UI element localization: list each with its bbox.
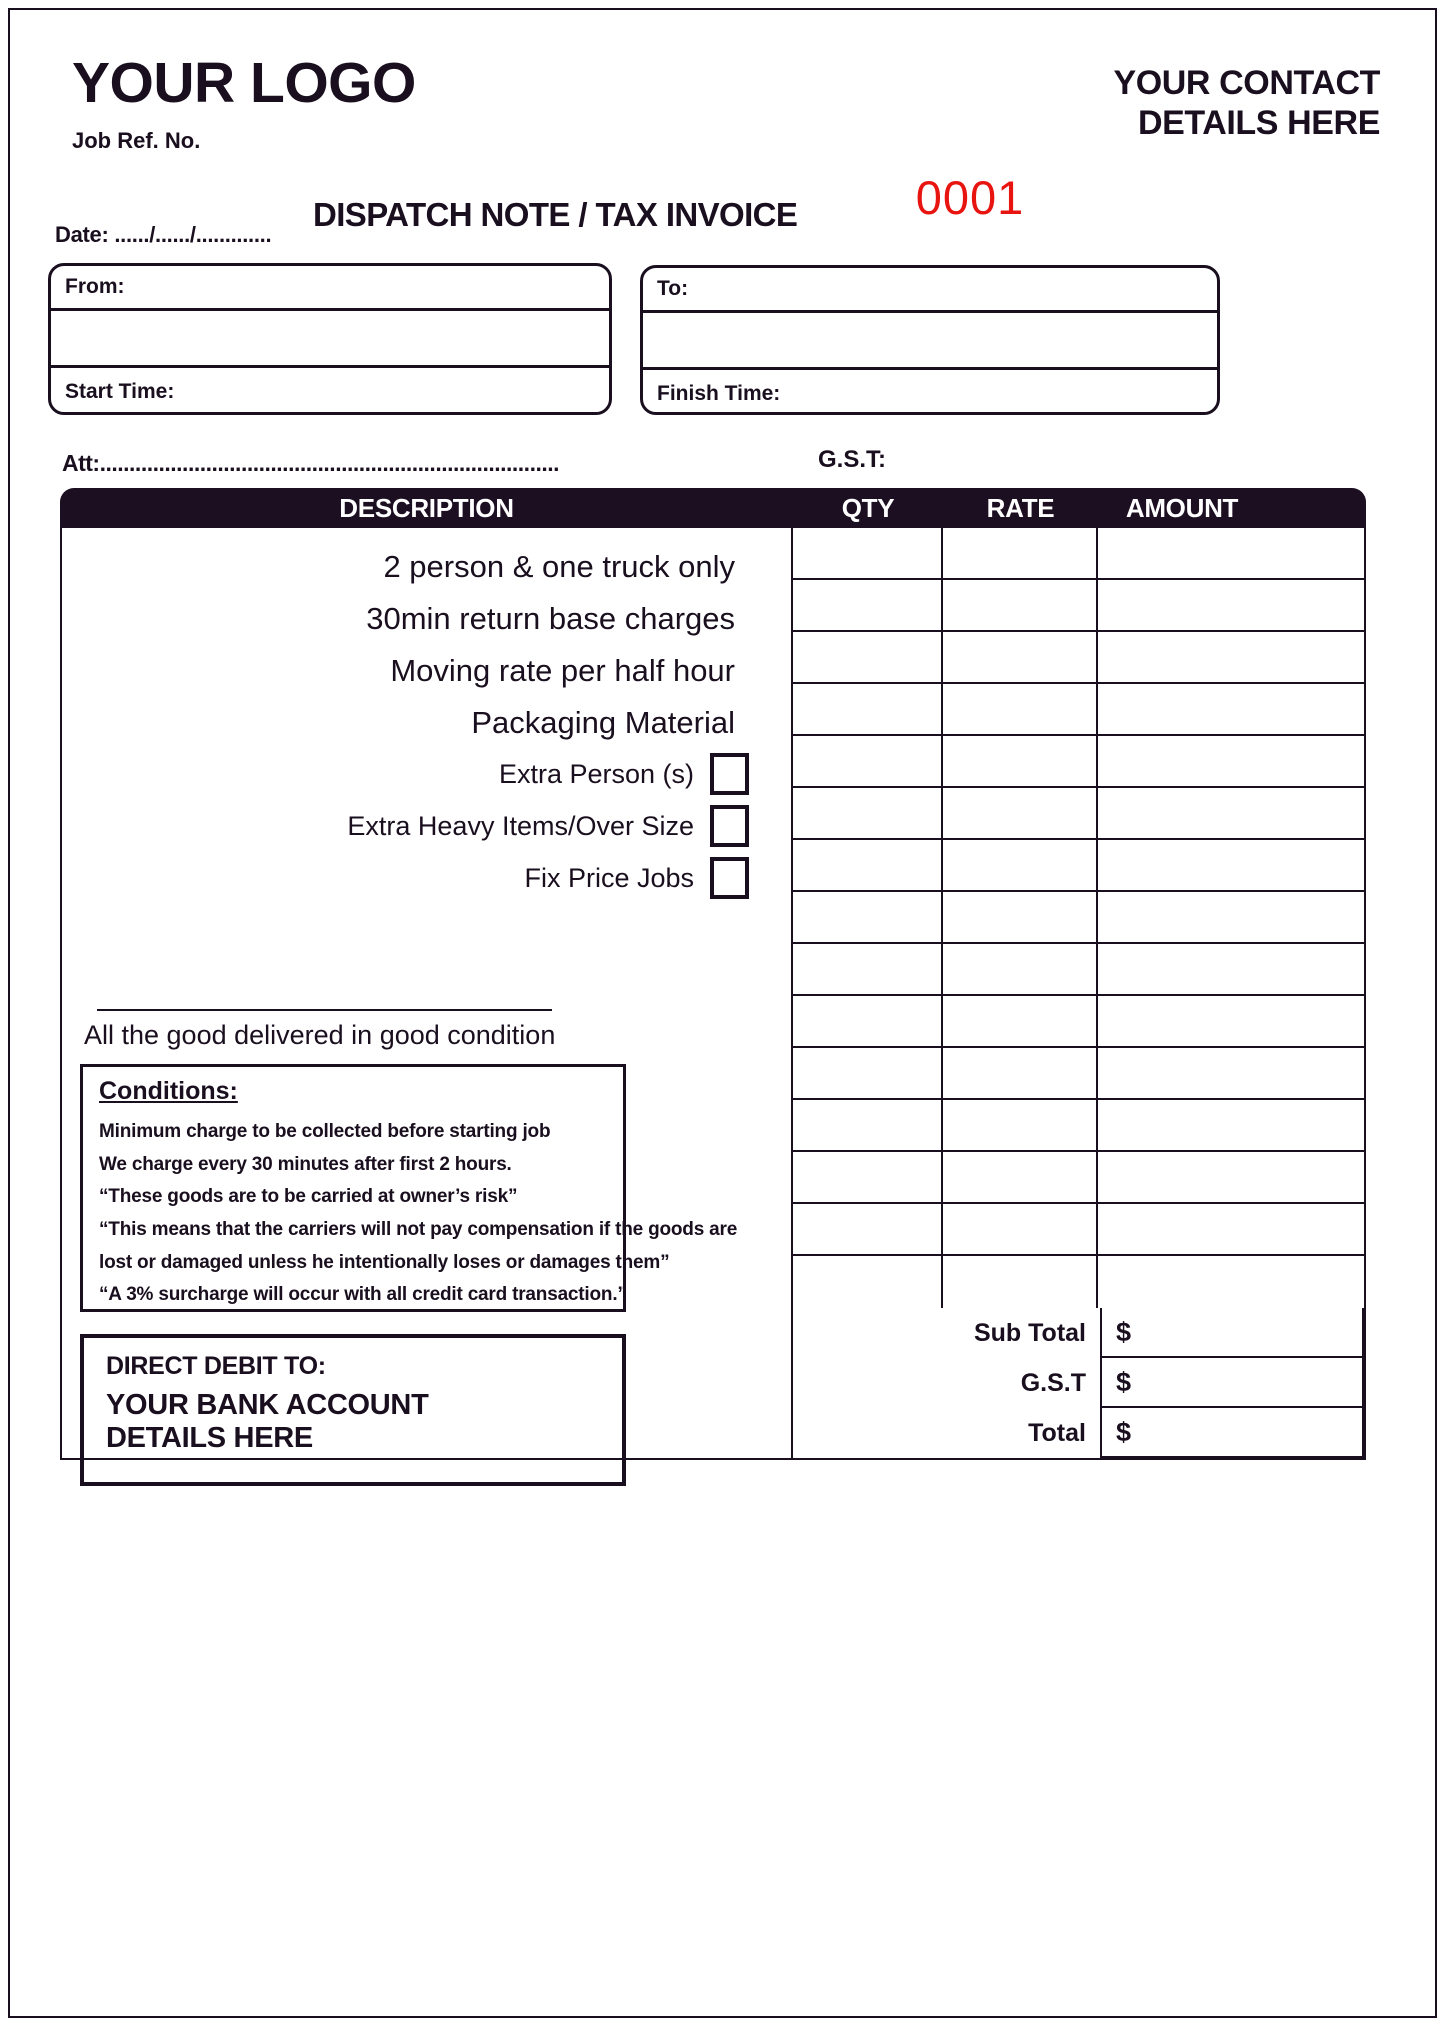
rate-cell[interactable] <box>943 892 1098 942</box>
amt-cell[interactable] <box>1098 736 1362 786</box>
totals-section <box>793 1308 1364 1458</box>
amt-cell[interactable] <box>1098 944 1362 994</box>
signature-rule <box>97 1009 552 1011</box>
conditions-box <box>80 1064 738 1312</box>
amt-cell[interactable] <box>1098 580 1362 630</box>
checkbox-input[interactable] <box>710 805 749 847</box>
rate-cell[interactable] <box>943 1256 1098 1308</box>
totals-row <box>793 1358 1364 1408</box>
table-row[interactable] <box>793 788 1364 840</box>
bank-account-line-1: YOUR BANK ACCOUNT <box>106 1389 429 1421</box>
invoice-number: 0001 <box>915 171 1025 224</box>
table-row[interactable] <box>793 996 1364 1048</box>
condition-line: lost or damaged unless he intentionally loses or damages them” <box>99 1251 670 1273</box>
from-row[interactable] <box>51 266 609 311</box>
start-time-row[interactable] <box>51 368 609 415</box>
delivered-condition-note: All the good delivered in good condition <box>84 1020 556 1050</box>
column-header-description: DESCRIPTION <box>339 492 514 523</box>
qty-cell[interactable] <box>793 944 943 994</box>
conditions-title: Conditions: <box>99 1077 238 1105</box>
condition-line: We charge every 30 minutes after first 2 hours. <box>99 1153 512 1175</box>
rate-cell[interactable] <box>943 840 1098 890</box>
table-row[interactable] <box>793 1256 1364 1308</box>
start-time-label: Start Time: <box>65 379 175 403</box>
rate-cell[interactable] <box>943 684 1098 734</box>
rate-cell[interactable] <box>943 528 1098 578</box>
finish-time-label: Finish Time: <box>657 381 781 405</box>
description-item: 2 person & one truck only <box>383 548 735 584</box>
gst-number-label[interactable]: G.S.T: <box>818 446 887 473</box>
condition-line: Minimum charge to be collected before starting job <box>99 1121 551 1142</box>
from-box[interactable] <box>48 263 612 415</box>
from-label: From: <box>65 275 125 298</box>
totals-label: G.S.T <box>1020 1368 1086 1397</box>
table-row[interactable] <box>793 684 1364 736</box>
amt-cell[interactable] <box>1098 632 1362 682</box>
column-header-qty: QTY <box>841 492 895 523</box>
direct-debit-box <box>80 1334 626 1486</box>
table-row[interactable] <box>793 580 1364 632</box>
attention-field[interactable]: Att:.............................................................................. <box>62 450 560 476</box>
table-row[interactable] <box>793 1100 1364 1152</box>
table-row[interactable] <box>793 1152 1364 1204</box>
qty-cell[interactable] <box>793 736 943 786</box>
qty-cell[interactable] <box>793 580 943 630</box>
rate-cell[interactable] <box>943 1204 1098 1254</box>
totals-value[interactable]: $ <box>1100 1408 1364 1458</box>
finish-time-row[interactable] <box>643 370 1217 415</box>
qty-cell[interactable] <box>793 1256 943 1308</box>
condition-line: “This means that the carriers will not pay compensation if the goods are <box>99 1219 738 1241</box>
totals-value[interactable]: $ <box>1100 1358 1364 1408</box>
rate-cell[interactable] <box>943 996 1098 1046</box>
amt-cell[interactable] <box>1098 1100 1362 1150</box>
totals-label: Total <box>1028 1418 1086 1447</box>
document-title: DISPATCH NOTE / TAX INVOICE <box>313 196 798 233</box>
table-header-row <box>60 488 1366 528</box>
conditions-text <box>99 1116 738 1312</box>
qty-cell[interactable] <box>793 788 943 838</box>
rate-cell[interactable] <box>943 788 1098 838</box>
contact-line-2: DETAILS HERE <box>1137 104 1380 143</box>
company-logo-placeholder: YOUR LOGO <box>72 51 416 115</box>
table-body <box>60 528 1366 1460</box>
amt-cell[interactable] <box>1098 996 1362 1046</box>
rate-cell[interactable] <box>943 736 1098 786</box>
amt-cell[interactable] <box>1098 684 1362 734</box>
contact-details-block <box>940 63 1380 143</box>
qty-cell[interactable] <box>793 1100 943 1150</box>
qty-cell[interactable] <box>793 632 943 682</box>
checkbox-input[interactable] <box>710 857 749 899</box>
rate-cell[interactable] <box>943 1152 1098 1202</box>
rate-cell[interactable] <box>943 1100 1098 1150</box>
bank-account-line-2: DETAILS HERE <box>106 1422 313 1455</box>
contact-line-1: YOUR CONTACT <box>1113 64 1380 102</box>
checkbox-label: Fix Price Jobs <box>524 862 694 893</box>
to-row[interactable] <box>643 268 1217 313</box>
checkbox-label: Extra Heavy Items/Over Size <box>347 810 694 841</box>
description-item-list <box>62 528 791 748</box>
table-row[interactable] <box>793 736 1364 788</box>
amt-cell[interactable] <box>1098 1204 1362 1254</box>
description-column <box>62 528 793 1458</box>
qty-cell[interactable] <box>793 840 943 890</box>
direct-debit-title: DIRECT DEBIT TO: <box>106 1352 326 1380</box>
amt-cell[interactable] <box>1098 840 1362 890</box>
totals-value[interactable]: $ <box>1100 1308 1364 1358</box>
checkbox-label: Extra Person (s) <box>498 758 694 789</box>
column-header-rate: RATE <box>986 492 1055 523</box>
totals-row <box>793 1308 1364 1358</box>
condition-line: “A 3% surcharge will occur with all credit card transaction.” <box>99 1284 627 1306</box>
rate-cell[interactable] <box>943 580 1098 630</box>
amt-cell[interactable] <box>1098 528 1362 578</box>
qty-cell[interactable] <box>793 528 943 578</box>
table-row[interactable] <box>793 1048 1364 1100</box>
checkbox-row[interactable] <box>62 748 791 800</box>
column-header-amount: AMOUNT <box>1125 492 1239 523</box>
qty-cell[interactable] <box>793 1048 943 1098</box>
description-item: 30min return base charges <box>366 600 735 636</box>
date-field[interactable]: Date: ....../....../............. <box>55 222 272 247</box>
qty-cell[interactable] <box>793 996 943 1046</box>
condition-line: “These goods are to be carried at owner’s risk” <box>99 1186 518 1208</box>
rate-cell[interactable] <box>943 1048 1098 1098</box>
amt-cell[interactable] <box>1098 1048 1362 1098</box>
rate-cell[interactable] <box>943 632 1098 682</box>
checkbox-row[interactable] <box>62 800 791 852</box>
job-ref-label: Job Ref. No. <box>72 128 201 153</box>
line-items-table <box>60 488 1366 1460</box>
totals-label: Sub Total <box>973 1318 1086 1347</box>
description-item: Moving rate per half hour <box>390 652 735 688</box>
table-row[interactable] <box>793 528 1364 580</box>
table-row[interactable] <box>793 1204 1364 1256</box>
amt-cell[interactable] <box>1098 1256 1362 1308</box>
amt-cell[interactable] <box>1098 788 1362 838</box>
table-row[interactable] <box>793 892 1364 944</box>
rate-cell[interactable] <box>943 944 1098 994</box>
qty-cell[interactable] <box>793 1204 943 1254</box>
description-item: Packaging Material <box>471 704 735 740</box>
table-row[interactable] <box>793 632 1364 684</box>
table-row[interactable] <box>793 840 1364 892</box>
totals-row <box>793 1408 1364 1458</box>
checkbox-row[interactable] <box>62 852 791 904</box>
qty-cell[interactable] <box>793 892 943 942</box>
qty-cell[interactable] <box>793 1152 943 1202</box>
checkbox-item-list <box>62 748 791 904</box>
to-box[interactable] <box>640 265 1220 415</box>
qty-cell[interactable] <box>793 684 943 734</box>
to-label: To: <box>657 277 689 300</box>
amounts-grid <box>793 528 1364 1458</box>
amt-cell[interactable] <box>1098 892 1362 942</box>
grid-row-list <box>793 528 1364 1308</box>
amt-cell[interactable] <box>1098 1152 1362 1202</box>
from-address-row[interactable] <box>51 311 609 368</box>
checkbox-input[interactable] <box>710 753 749 795</box>
to-address-row[interactable] <box>643 313 1217 370</box>
table-row[interactable] <box>793 944 1364 996</box>
